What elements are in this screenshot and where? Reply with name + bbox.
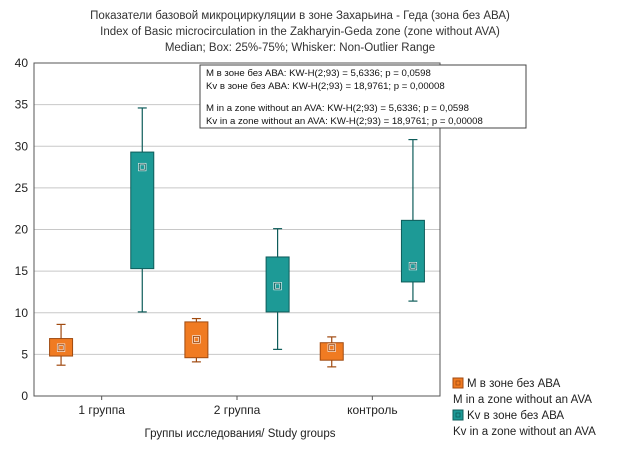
iqr-box	[266, 257, 289, 312]
stats-annotation-line: M in a zone without an AVA: KW-H(2;93) = 5,6336; p = 0,0598	[206, 103, 469, 114]
stats-annotation-line: Kv в зоне без АВА: KW-H(2;93) = 18,9761; p = 0,00008	[206, 81, 445, 92]
y-tick-label: 30	[14, 139, 28, 154]
legend-label: Kv в зоне без АВА	[467, 410, 565, 422]
y-tick-label: 15	[14, 264, 28, 279]
chart-subtitle: Median; Box: 25%-75%; Whisker: Non-Outlier Range	[164, 42, 436, 54]
y-tick-label: 0	[21, 389, 28, 403]
legend-label: M в зоне без АВА	[467, 378, 561, 390]
y-tick-label: 20	[14, 222, 28, 237]
y-tick-label: 25	[14, 180, 28, 195]
y-tick-label: 40	[14, 56, 28, 70]
y-tick-label: 10	[14, 305, 28, 320]
x-tick-label: 1 группа	[78, 403, 125, 417]
stats-annotation-line: M в зоне без АВА: KW-H(2;93) = 5,6336; p = 0,0598	[206, 68, 431, 79]
chart-title-ru: Показатели базовой микроциркуляции в зоне Захарьина - Геда (зона без АВА)	[90, 10, 510, 22]
iqr-box	[401, 220, 424, 282]
x-axis-title: Группы исследования/ Study groups	[144, 428, 336, 440]
x-tick-label: 2 группа	[213, 403, 261, 417]
stats-annotation-line: Kv in a zone without an AVA: KW-H(2;93) = 18,9761; p = 0,00008	[206, 116, 483, 127]
y-tick-label: 35	[14, 97, 28, 112]
stats-annotation	[200, 65, 526, 128]
legend-label-en: M in a zone without an AVA	[453, 394, 592, 406]
legend-swatch	[453, 410, 463, 420]
legend-label-en: Kv in a zone without an AVA	[453, 426, 596, 438]
legend-swatch	[453, 378, 463, 388]
chart-title-en: Index of Basic microcirculation in the Zakharyin-Geda zone (zone without AVA)	[100, 26, 500, 38]
y-tick-label: 5	[21, 347, 28, 362]
x-tick-label: контроль	[347, 403, 398, 417]
iqr-box	[185, 322, 208, 358]
iqr-box	[50, 339, 73, 356]
